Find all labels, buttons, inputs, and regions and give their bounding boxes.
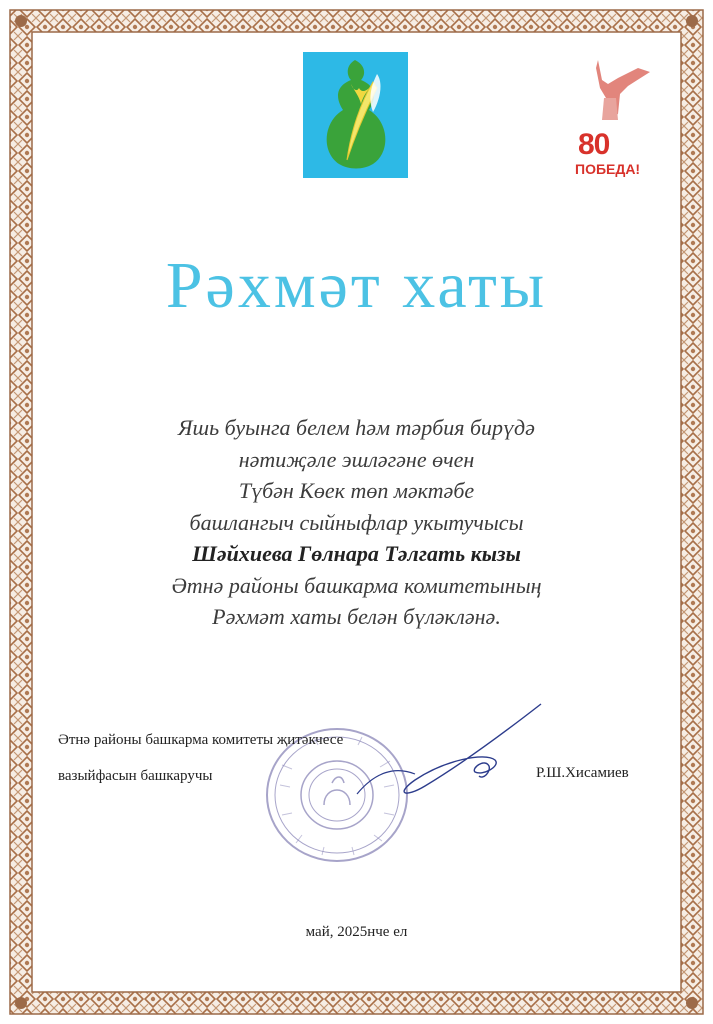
- citation-line: башлангыч сыйныфлар укытучысы: [189, 509, 524, 535]
- citation-line: Түбән Көек төп мәктәбе: [238, 478, 475, 503]
- page-title: Рәхмәт хаты: [165, 249, 548, 322]
- victory-word: ПОБЕДА!: [575, 161, 641, 177]
- citation-line: нәтиҗәле эшләгәне өчен: [238, 446, 475, 472]
- district-emblem: [303, 52, 408, 178]
- citation-line: Әтнә районы башкарма комитетының: [171, 572, 542, 598]
- citation-text: [0, 412, 713, 633]
- signer-name: Р.Ш.Хисамиев: [536, 765, 629, 781]
- signer-position-line1: Әтнә районы башкарма комитеты җитәкчесе: [58, 732, 344, 748]
- citation-line: Рәхмәт хаты белән бүләкләнә.: [212, 604, 501, 629]
- issue-date: май, 2025нче ел: [305, 924, 408, 940]
- victory-monument-icon: [568, 58, 663, 130]
- atnya-district-emblem-icon: [303, 52, 408, 178]
- victory-number: 80: [578, 128, 610, 161]
- victory-80-logo: [568, 58, 663, 180]
- citation-line: Яшь буынга белем һәм тәрбия бирүдә: [178, 415, 535, 440]
- handwritten-signature: [355, 702, 545, 802]
- signer-position-line2: вазыйфасын башкаручы: [58, 768, 213, 784]
- recipient-name: Шәйхиева Гөлнара Тәлгать кызы: [192, 541, 521, 566]
